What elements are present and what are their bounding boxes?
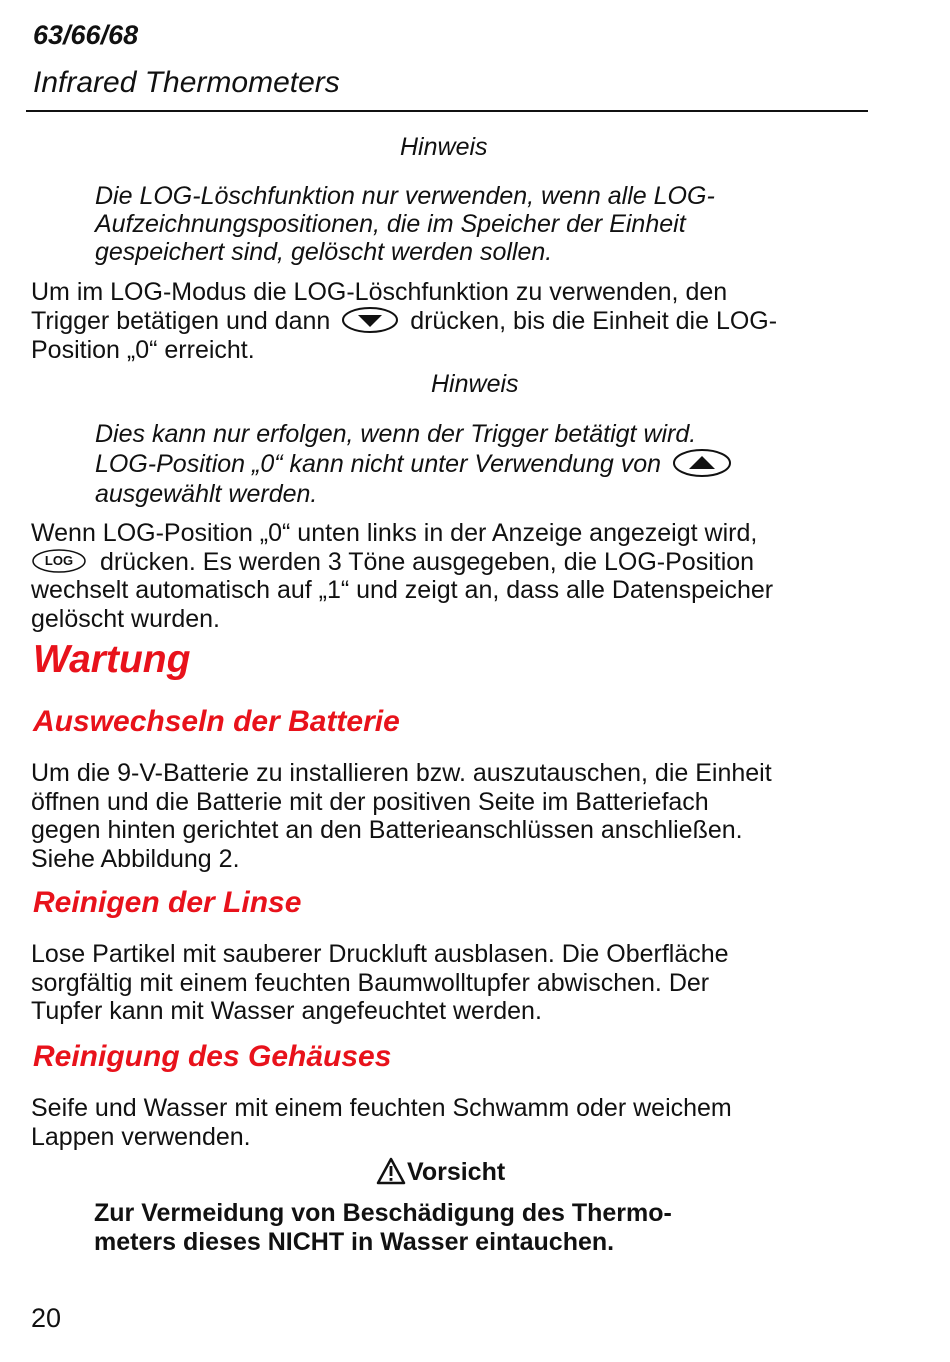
paragraph-line <box>31 307 871 336</box>
subsection-heading: Reinigen der Linse <box>33 886 302 919</box>
paragraph-text: Trigger betätigen und dann <box>31 306 331 335</box>
note-label: Hinweis <box>431 370 519 398</box>
caution-body <box>94 1199 672 1256</box>
paragraph-text: drücken, bis die Einheit die LOG- <box>410 306 778 335</box>
section-heading: Wartung <box>33 638 191 681</box>
log-key-label: LOG <box>44 552 74 568</box>
paragraph-line: wechselt automatisch auf „1“ und zeigt an, dass alle Datenspeicher <box>31 576 774 604</box>
header-divider <box>26 110 868 112</box>
paragraph-log-clear <box>31 278 871 364</box>
page-number: 20 <box>31 1303 62 1333</box>
subsection-heading: Reinigung des Gehäuses <box>33 1040 392 1073</box>
document-model: 63/66/68 <box>33 20 139 50</box>
paragraph-line: Lose Partikel mit sauberer Druckluft ausblasen. Die Oberfläche <box>31 940 729 968</box>
paragraph-text: drücken. Es werden 3 Töne ausgegeben, die LOG-Position <box>99 547 755 576</box>
note-line: Aufzeichnungspositionen, die im Speicher der Einheit <box>95 210 686 238</box>
paragraph-lens <box>31 940 871 1026</box>
caution-line: Zur Vermeidung von Beschädigung des Thermo- <box>94 1199 672 1227</box>
caution-label <box>376 1158 505 1187</box>
paragraph-line: Um im LOG-Modus die LOG-Löschfunktion zu verwenden, den <box>31 278 728 306</box>
up-arrow-key-icon <box>672 448 732 478</box>
note-text: LOG-Position „0“ kann nicht unter Verwendung von <box>95 450 662 478</box>
subsection-heading: Auswechseln der Batterie <box>33 705 400 738</box>
document-subtitle: Infrared Thermometers <box>33 66 340 99</box>
note-line <box>95 450 732 480</box>
note-body <box>95 182 715 266</box>
down-arrow-key-icon <box>341 306 399 334</box>
paragraph-line: Lappen verwenden. <box>31 1122 251 1151</box>
note-label: Hinweis <box>400 133 488 161</box>
paragraph-line <box>31 548 871 577</box>
caution-line: meters dieses NICHT in Wasser eintauchen. <box>94 1227 615 1256</box>
paragraph-line: gelöscht wurden. <box>31 604 221 633</box>
paragraph-line: Position „0“ erreicht. <box>31 335 255 364</box>
note-line: ausgewählt werden. <box>95 480 318 508</box>
paragraph-line: Um die 9-V-Batterie zu installieren bzw. auszutauschen, die Einheit <box>31 759 772 787</box>
paragraph-battery <box>31 759 871 873</box>
note-line: Die LOG-Löschfunktion nur verwenden, wenn alle LOG- <box>95 182 715 210</box>
paragraph-line: Wenn LOG-Position „0“ unten links in der Anzeige angezeigt wird, <box>31 519 758 547</box>
caution-label-text: Vorsicht <box>407 1158 506 1186</box>
paragraph-housing <box>31 1094 871 1151</box>
paragraph-line: Seife und Wasser mit einem feuchten Schwamm oder weichem <box>31 1094 732 1122</box>
paragraph-line: Tupfer kann mit Wasser angefeuchtet werden. <box>31 997 542 1025</box>
note-line: gespeichert sind, gelöscht werden sollen. <box>95 238 553 266</box>
paragraph-line: öffnen und die Batterie mit der positiven Seite im Batteriefach <box>31 787 709 816</box>
note-body <box>95 420 732 508</box>
log-key-icon <box>31 548 87 574</box>
paragraph-line: Siehe Abbildung 2. <box>31 844 240 873</box>
warning-triangle-icon <box>376 1157 406 1185</box>
note-line: Dies kann nur erfolgen, wenn der Trigger betätigt wird. <box>95 420 697 448</box>
paragraph-log-position <box>31 519 871 633</box>
paragraph-line: gegen hinten gerichtet an den Batterieanschlüssen anschließen. <box>31 816 743 844</box>
paragraph-line: sorgfältig mit einem feuchten Baumwolltupfer abwischen. Der <box>31 968 710 997</box>
